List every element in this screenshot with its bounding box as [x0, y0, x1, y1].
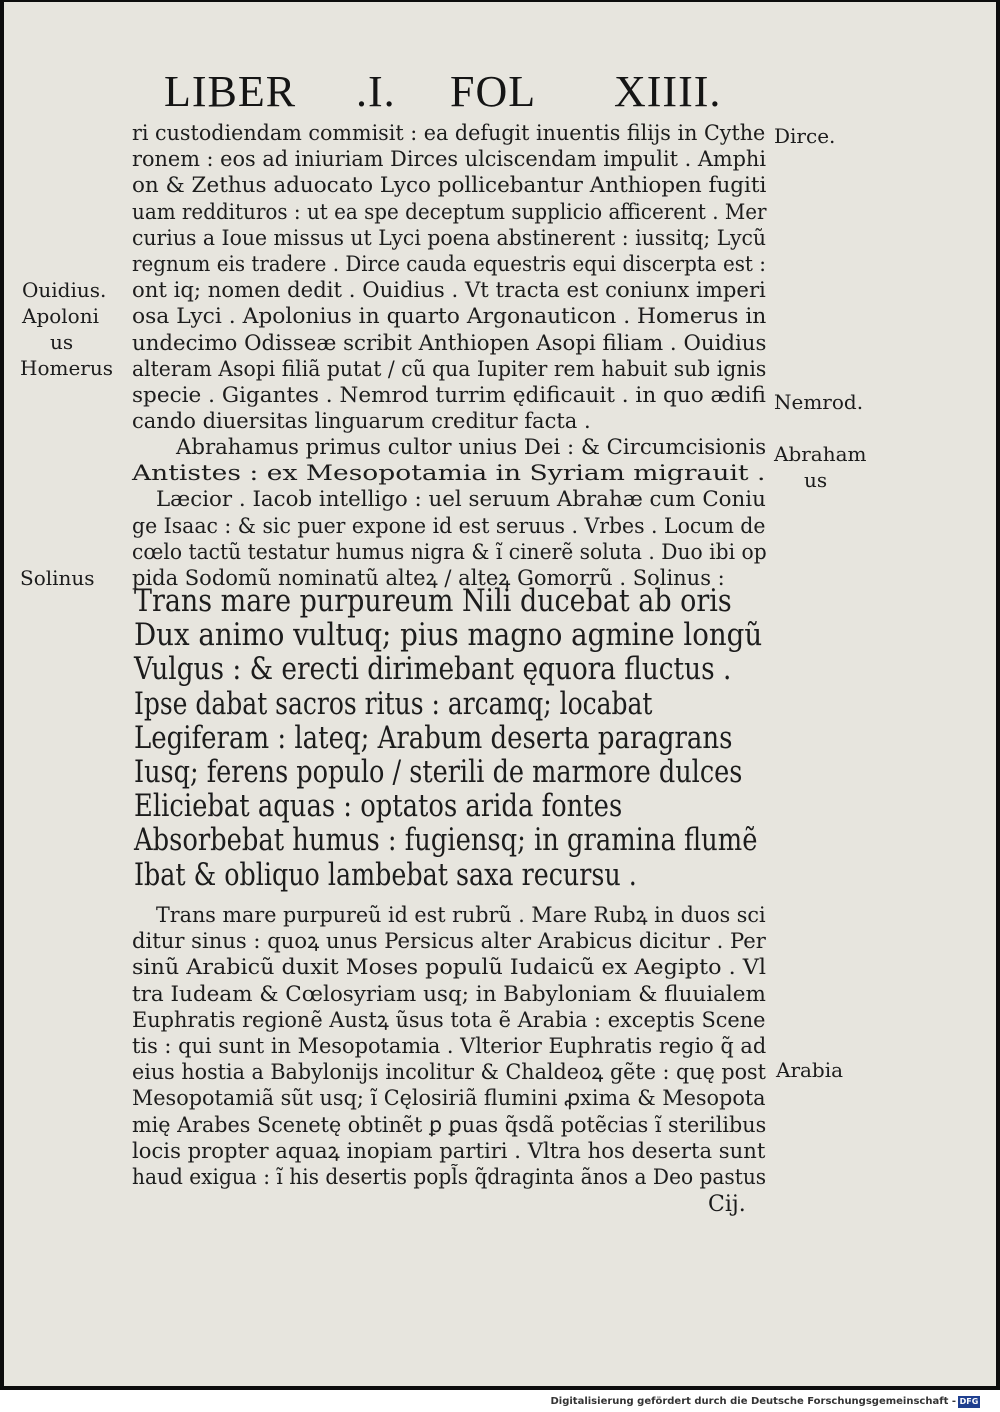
prose-line: Mesopotamiã sũt usq; ĩ Cęlosiriã flumini ꝓxima & Mesopota: [132, 1086, 766, 1111]
prose-line: sinũ Arabicũ duxit Moses populũ Iudaicũ ex Aegipto . Vl: [132, 955, 766, 980]
prose-line: Antistes : ex Mesopotamia in Syriam migrauit .: [132, 461, 766, 486]
margin-note-abraham: Abraham: [774, 442, 867, 466]
prose-line: mię Arabes Scenetę obtinẽt ꝑ ꝑuas q̃sdã potẽcias ĩ sterilibus: [132, 1112, 767, 1137]
header-folio-number: XIIII.: [614, 67, 722, 116]
prose-line: tis : qui sunt in Mesopotamia . Vlterior Euphratis regio q̃ ad: [132, 1034, 767, 1058]
prose-line: eius hostia a Babylonijs incolitur & Chaldeoꝝ gẽte : quę post: [132, 1060, 766, 1085]
prose-line: curius a Ioue missus ut Lyci poena abstinerent : iussitq; Lycũ: [132, 225, 767, 250]
prose-line: tra Iudeam & Cœlosyriam usq; in Babyloniam & fluuialem: [132, 981, 766, 1006]
prose-line: alteram Asopi filiã putat / cũ qua Iupiter rem habuit sub ignis: [132, 356, 767, 381]
header-liber: LIBER: [164, 67, 297, 116]
prose-line: Trans mare purpureũ id est rubrũ . Mare Rubꝝ in duos sci: [156, 903, 766, 927]
prose-line: Abrahamus primus cultor unius Dei : & Circumcisionis: [176, 435, 767, 459]
prose-line: cando diuersitas linguarum creditur facta .: [132, 409, 591, 434]
margin-note-nemrod: Nemrod.: [774, 390, 864, 414]
margin-note-dirce: Dirce.: [774, 124, 836, 148]
margin-note-arabia: Arabia: [776, 1058, 844, 1082]
prose-line: ronem : eos ad iniuriam Dirces ulciscendam impulit . Amphi: [132, 147, 766, 172]
verse-line: Iusq; ferens populo / sterili de marmore dulces: [134, 754, 743, 790]
footer-bar: [0, 1392, 1000, 1412]
margin-note-apoloni: Apoloni: [22, 304, 100, 328]
prose-line: Læcior . Iacob intelligo : uel seruum Abrahæ cum Coniu: [156, 487, 766, 512]
verse-line: Absorbebat humus : fugiensq; in gramina flumẽ: [134, 822, 758, 859]
verse-line: Eliciebat aquas : optatos arida fontes: [134, 788, 623, 825]
prose-line: cœlo tactũ testatur humus nigra & ĩ cinerẽ soluta . Duo ibi op: [132, 539, 767, 564]
header-book-number: .I.: [356, 67, 396, 116]
prose-line: undecimo Odisseæ scribit Anthiopen Asopi filiam . Ouidius: [132, 330, 767, 355]
prose-line: on & Zethus aduocato Lyco pollicebantur Anthiopen fugiti: [132, 173, 767, 198]
prose-line: pida Sodomũ nominatũ alteꝝ / alteꝝ Gomorrũ . Solinus :: [132, 566, 725, 590]
dfg-logo-icon: DFG: [959, 1397, 979, 1406]
prose-line: locis propter aquaꝝ inopiam partiri . Vltra hos deserta sunt: [132, 1138, 766, 1163]
prose-line: ditur sinus : quoꝝ unus Persicus alter Arabicus dicitur . Per: [132, 929, 766, 954]
prose-line: ge Isaac : & sic puer expone id est seruus . Vrbes . Locum de: [132, 513, 766, 538]
margin-note-abraham-us: us: [804, 468, 828, 492]
book-page: [4, 2, 996, 1386]
prose-line: haud exigua : ĩ his desertis popl̃s q̃draginta ãnos a Deo pastus: [132, 1165, 767, 1189]
margin-note-homerus: Homerus: [20, 356, 113, 380]
prose-line: ri custodiendam commisit : ea defugit inuentis filijs in Cythe: [132, 121, 766, 145]
verse-line: Ipse dabat sacros ritus : arcamq; locabat: [134, 685, 653, 722]
prose-line: regnum eis tradere . Dirce cauda equestris equi discerpta est :: [132, 252, 766, 276]
verse-line: Legiferam : lateq; Arabum deserta paragrans: [134, 719, 733, 756]
prose-line: specie . Gigantes . Nemrod turrim ędificauit . in quo ædifi: [132, 383, 766, 407]
running-header: [4, 66, 996, 126]
margin-note-apoloni-us: us: [50, 330, 74, 354]
prose-line: osa Lyci . Apolonius in quarto Argonauticon . Homerus in: [132, 304, 767, 329]
verse-line: Ibat & obliquo lambebat saxa recursu .: [134, 856, 637, 893]
prose-line: Euphratis regionẽ Austꝝ ũsus tota ẽ Arabia : exceptis Scene: [132, 1007, 766, 1032]
footer-credit: Digitalisierung gefördert durch die Deutsche Forschungsgemeinschaft -: [550, 1396, 956, 1407]
signature-mark: Cij.: [708, 1192, 746, 1217]
margin-note-ouidius: Ouidius.: [22, 278, 107, 302]
verse-line: Trans mare purpureum Nili ducebat ab oris: [134, 583, 732, 619]
margin-note-solinus: Solinus: [20, 566, 95, 590]
prose-line: ont iq; nomen dedit . Ouidius . Vt tracta est coniunx imperi: [132, 278, 766, 303]
prose-line: uam reddituros : ut ea spe deceptum supplicio afficerent . Mer: [132, 199, 767, 224]
header-fol: FOL: [450, 67, 537, 116]
verse-line: Vulgus : & erecti dirimebant ęquora fluctus .: [134, 651, 732, 688]
verse-line: Dux animo vultuq; pius magno agmine longũ: [134, 617, 763, 654]
